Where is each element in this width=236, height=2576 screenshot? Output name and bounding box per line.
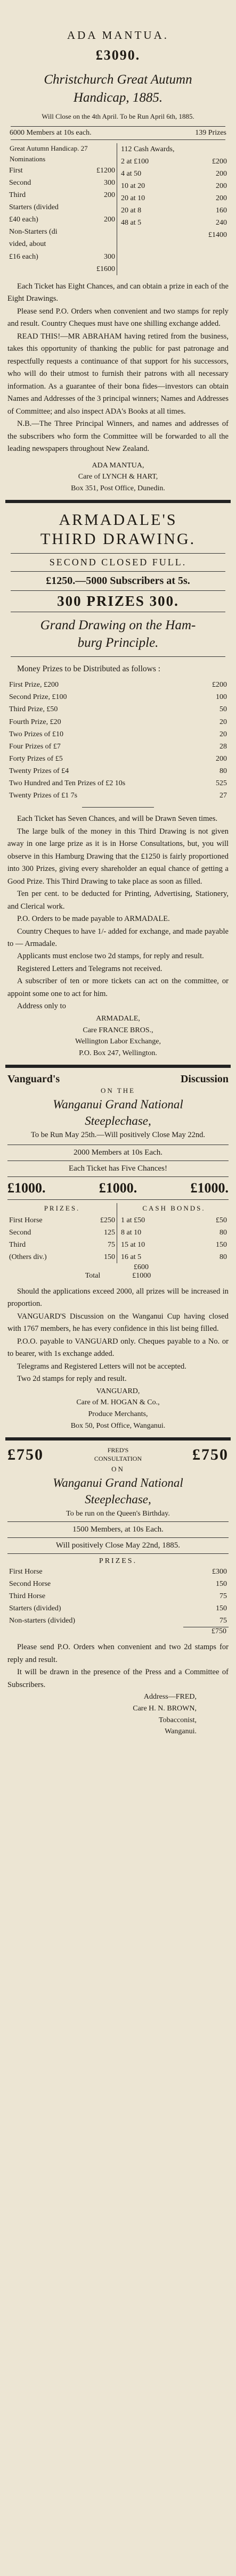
armadale-para-8: A subscriber of ten or more tickets can act on the committee, or appoint some one to act for him. <box>7 977 229 998</box>
armadale-prize-row <box>7 765 229 777</box>
armadale-status: SECOND CLOSED FULL. <box>49 556 187 567</box>
ada-left-row-value: £1200 <box>96 166 115 175</box>
vanguard-prize-row-value: £250 <box>100 1216 115 1224</box>
vanguard-banner <box>7 1180 229 1196</box>
armadale-prize-row-label: Forty Prizes of £5 <box>9 754 63 763</box>
ada-left-row-value: 200 <box>104 216 115 224</box>
ada-event-line1: Christchurch Great Autumn <box>44 72 192 87</box>
armadale-prize-row <box>7 703 229 715</box>
vanguard-sig-trade: Produce Merchants, <box>88 1410 148 1419</box>
fred-prize-row <box>7 1615 229 1627</box>
ada-left-row-value <box>85 226 117 238</box>
ada-right-row-label: 20 at 10 <box>121 194 145 203</box>
fred-prize-row-value: 150 <box>216 1604 227 1613</box>
ada-right-row-value: 240 <box>216 219 227 227</box>
ada-sig-name: ADA MANTUA, <box>92 461 144 470</box>
armadale-prize-row <box>7 691 229 703</box>
ada-dates: Will Close on the 4th April. To be Run April 6th, 1885. <box>42 112 194 120</box>
armadale-prize-row-value: 20 <box>219 718 227 726</box>
fred-title <box>94 1446 142 1463</box>
ada-left-row-value: 300 <box>104 179 115 187</box>
ada-left-row-label: First <box>9 166 23 175</box>
armadale-subscribers: £1250.—5000 Subscribers at 5s. <box>46 574 190 587</box>
vanguard-sig-address: Box 50, Post Office, Wanganui. <box>70 1421 166 1430</box>
armadale-prize-row <box>7 789 229 802</box>
vanguard-title-kind: Discussion <box>180 1073 229 1085</box>
vanguard-para-2: VANGUARD'S Discussion on the Wanganui Cup having closed with 1767 members, he has every confidence in this list being filled. <box>7 1312 229 1334</box>
fred-prize-row <box>7 1566 229 1578</box>
armadale-prize-row-label: Twenty Prizes of £4 <box>9 767 69 775</box>
armadale-event-line1: Grand Drawing on the Ham- <box>40 618 196 632</box>
fred-header <box>7 1446 229 1464</box>
vanguard-cash-table <box>119 1214 229 1263</box>
ada-left-row-label: vided, about <box>9 240 46 249</box>
fred-sig-name: Address—FRED, <box>143 1693 197 1701</box>
ada-left-row <box>7 251 117 263</box>
ada-right-row-label: 48 at 5 <box>121 219 142 227</box>
fred-prize-row <box>7 1578 229 1590</box>
ada-right-row-label: 10 at 20 <box>121 182 145 190</box>
vanguard-subtotal: £600 <box>134 1263 149 1271</box>
ada-right-row-label <box>119 229 198 241</box>
ada-grid-header: Great Autumn Handicap. 27 Nominations <box>10 144 88 163</box>
armadale-prize-row <box>7 679 229 691</box>
vanguard-prize-row <box>7 1251 117 1263</box>
armadale-subtitle: THIRD DRAWING. <box>40 530 196 548</box>
ada-mantua-ad <box>2 7 234 500</box>
vanguard-total-row <box>7 1272 229 1280</box>
armadale-prize-row-value: 50 <box>219 705 227 714</box>
vanguard-cash-row <box>119 1227 229 1239</box>
armadale-prize-row-value: £200 <box>212 681 227 689</box>
ada-right-row-value: 200 <box>216 182 227 190</box>
ada-prize-grid <box>7 143 229 275</box>
armadale-prize-row-label: Second Prize, £100 <box>9 693 67 702</box>
fred-title-kind: CONSULTATION <box>94 1454 142 1462</box>
ada-left-table <box>7 164 117 275</box>
vanguard-total-label: Total <box>85 1271 101 1280</box>
vanguard-prize-grid <box>7 1203 229 1263</box>
ada-event-line2: Handicap, 1885. <box>73 90 163 105</box>
armadale-prize-row-label: First Prize, £200 <box>9 681 59 689</box>
vanguard-cash-row-value: 80 <box>219 1253 227 1261</box>
vanguard-ad <box>2 1068 234 1437</box>
ada-right-row <box>119 143 229 155</box>
vanguard-prize-row-label: Third <box>9 1240 26 1249</box>
armadale-prize-row-value: 20 <box>219 730 227 738</box>
ada-left-row <box>7 189 117 201</box>
ada-left-row-label: Third <box>9 191 26 200</box>
vanguard-prize-row-value: 75 <box>108 1240 115 1249</box>
armadale-prize-row-label: Four Prizes of £7 <box>9 742 61 751</box>
fred-para-1: Please send P.O. Orders when convenient and two 2d stamps for reply and result. <box>7 1643 229 1664</box>
armadale-prize-row-label: Fourth Prize, £20 <box>9 718 61 726</box>
fred-prize-row-value: 150 <box>216 1579 227 1588</box>
ada-right-row-value: £1400 <box>208 231 227 240</box>
ada-para-2: Please send P.O. Orders when convenient and two stamps for reply and result. Country Cheques must have one shilling exchange added. <box>7 307 229 328</box>
vanguard-prize-row-label: Second <box>9 1228 31 1237</box>
fred-prize-row-label: Third Horse <box>9 1592 46 1600</box>
armadale-event-line2: burg Principle. <box>77 636 159 651</box>
armadale-title: ARMADALE'S <box>59 511 177 529</box>
armadale-para-6: Applicants must enclose two 2d stamps, for reply and result. <box>17 952 204 961</box>
ada-left-row <box>7 263 117 275</box>
ada-para-3: READ THIS!—MR ABRAHAM having retired from the business, takes this opportunity of thanking the public for past patronage and respectfully requests a continuance of that support for his successors, who will do their utmost to furnish their patrons with all necessary information. As a guarantee of their bona fides—investors can obtain Names and Addresses of the 3 principal winners; Names and Addresses of Committee; and also inspect ADA's Books at all times. <box>7 332 229 416</box>
vanguard-cash-row-label: 15 at 10 <box>121 1240 145 1249</box>
fred-sig-trade: Tobacconist, <box>159 1716 197 1724</box>
fred-sig-town: Wanganui. <box>165 1727 197 1736</box>
vanguard-banner-2: £1000. <box>99 1180 137 1196</box>
armadale-para-1: Each Ticket has Seven Chances, and will be Drawn Seven times. <box>17 814 218 824</box>
ada-right-row-label: 4 at 50 <box>121 169 142 178</box>
armadale-prize-row-value: 100 <box>216 693 227 702</box>
vanguard-prize-row-value: 125 <box>104 1228 115 1237</box>
newspaper-column <box>2 0 234 1743</box>
vanguard-cash-row-label: 8 at 10 <box>121 1228 142 1237</box>
ada-sig-address: Box 351, Post Office, Dunedin. <box>71 484 165 492</box>
armadale-para-4: P.O. Orders to be made payable to ARMADALE. <box>17 915 170 924</box>
vanguard-prize-row <box>7 1227 117 1239</box>
armadale-para-5: Country Cheques to have 1/- added for exchange, and made payable to — Armadale. <box>7 927 229 948</box>
fred-amount-right: £750 <box>192 1445 229 1463</box>
fred-prizes-head: PRIZES. <box>99 1557 137 1565</box>
ada-para-1: Each Ticket has Eight Chances, and can obtain a prize in each of the Eight Drawings. <box>7 282 229 303</box>
vanguard-para-4: Telegrams and Registered Letters will not be accepted. <box>17 1362 186 1371</box>
vanguard-total: £1000 <box>132 1271 151 1280</box>
ada-right-row <box>119 204 229 217</box>
ada-left-row <box>7 201 117 213</box>
fred-prize-row-value: £300 <box>212 1567 227 1576</box>
ada-right-row <box>119 229 229 241</box>
vanguard-sig-name: VANGUARD, <box>96 1387 140 1395</box>
fred-signature <box>7 1691 229 1738</box>
vanguard-title <box>7 1073 229 1085</box>
armadale-intro: Money Prizes to be Distributed as follows : <box>17 664 161 674</box>
vanguard-cash-row <box>119 1251 229 1263</box>
ada-right-row <box>119 217 229 229</box>
armadale-prize-row <box>7 728 229 740</box>
ada-right-row-value: £200 <box>212 157 227 166</box>
fred-run-date: To be run on the Queen's Birthday. <box>66 1509 170 1518</box>
armadale-sig-address: P.O. Box 247, Wellington. <box>79 1049 157 1057</box>
fred-event-line2: Steeplechase, <box>85 1492 151 1506</box>
armadale-para-9: Address only to <box>17 1002 66 1011</box>
armadale-para-2: The large bulk of the money in this Third Drawing is not given away in one large prize as it is in Horse Consultations, but, you will observe in this Hamburg Drawing that the £1250 is fairly proportioned into 300 Prizes, giving every shareholder an equal chance of getting a Good Prize. This Third Drawing to take place as soon as filled. <box>7 827 229 886</box>
ada-left-row <box>7 213 117 226</box>
vanguard-cash-row-label: 16 at 5 <box>121 1253 142 1261</box>
ada-right-row-value: 200 <box>216 194 227 203</box>
vanguard-prize-row-value: 150 <box>104 1253 115 1261</box>
armadale-sig-name: ARMADALE, <box>96 1014 140 1023</box>
armadale-signature <box>7 1013 229 1059</box>
vanguard-prize-row-label: (Others div.) <box>9 1253 47 1261</box>
ada-right-row-label: 112 Cash Awards, <box>121 145 175 153</box>
vanguard-prize-row-label: First Horse <box>9 1216 43 1224</box>
ada-sig-care: Care of LYNCH & HART, <box>78 473 158 481</box>
armadale-prize-row <box>7 777 229 789</box>
ada-price: £3090. <box>95 47 141 63</box>
vanguard-banner-1: £1000. <box>7 1180 46 1196</box>
ada-left-row-label: £40 each) <box>9 216 38 224</box>
vanguard-cash-row <box>119 1239 229 1251</box>
armadale-prize-row-value: 200 <box>216 754 227 763</box>
ada-members-row <box>7 127 229 139</box>
vanguard-prize-row <box>7 1239 117 1251</box>
ada-left-row-value: 300 <box>104 252 115 261</box>
fred-amount-left: £750 <box>7 1445 44 1463</box>
vanguard-banner-3: £1000. <box>190 1180 229 1196</box>
fred-ad <box>2 1441 234 1743</box>
ada-left-row-label <box>7 263 85 275</box>
fred-prize-row <box>7 1590 229 1602</box>
ada-left-row-label: £16 each) <box>9 252 38 261</box>
fred-prize-row-value: 75 <box>219 1617 227 1625</box>
armadale-prize-row-label: Third Prize, £50 <box>9 705 58 714</box>
vanguard-cash-row-label: 1 at £50 <box>121 1216 145 1224</box>
ada-left-row-label: Non-Starters (di <box>9 228 58 236</box>
fred-prize-row-label: Non-starters (divided) <box>9 1617 76 1625</box>
fred-prize-row-value: 75 <box>219 1592 227 1600</box>
fred-close: Will positively Close May 22nd, 1885. <box>55 1541 181 1550</box>
fred-prize-row-label: Second Horse <box>9 1579 51 1588</box>
fred-prize-row <box>7 1602 229 1615</box>
armadale-para-3: Ten per cent. to be deducted for Printing, Advertising, Stationery, and Clerical work. <box>7 890 229 911</box>
armadale-prize-row-label: Two Prizes of £10 <box>9 730 64 738</box>
vanguard-event-line2: Steeplechase, <box>85 1114 151 1127</box>
ada-right-row <box>119 192 229 204</box>
vanguard-sig-care: Care of M. HOGAN & Co., <box>76 1398 160 1407</box>
armadale-prize-row <box>7 753 229 765</box>
fred-prize-table <box>7 1566 229 1627</box>
ada-right-row <box>119 155 229 168</box>
ada-left-row <box>7 177 117 189</box>
vanguard-cash-row <box>119 1214 229 1227</box>
ada-left-row-label: Second <box>9 179 31 187</box>
vanguard-para-3: P.O.O. payable to VANGUARD only. Cheques payable to a No. or to bearer, with 1s exchange added. <box>7 1337 229 1359</box>
vanguard-prize-row <box>7 1214 117 1227</box>
vanguard-on-the: ON THE <box>100 1086 136 1094</box>
armadale-prize-banner: 300 PRIZES 300. <box>57 592 179 609</box>
vanguard-chances: Each Ticket has Five Chances! <box>69 1164 167 1173</box>
ada-left-row <box>7 164 117 177</box>
ada-left-row-value: £1600 <box>96 265 115 273</box>
ada-left-row-value: 200 <box>104 191 115 200</box>
vanguard-event-line1: Wanganui Grand National <box>53 1097 183 1111</box>
vanguard-cash-row-value: 80 <box>219 1228 227 1237</box>
vanguard-prizes-table <box>7 1214 117 1263</box>
ada-left-row-value <box>85 238 117 250</box>
fred-sig-care: Care H. N. BROWN, <box>133 1704 197 1713</box>
armadale-prize-row-label: Twenty Prizes of £1 7s <box>9 792 78 800</box>
fred-on: ON <box>111 1464 125 1473</box>
armadale-prize-row-label: Two Hundred and Ten Prizes of £2 10s <box>9 779 126 787</box>
ada-left-row <box>7 226 117 238</box>
ada-right-row <box>119 168 229 180</box>
armadale-prize-row-value: 525 <box>216 779 227 787</box>
fred-prize-row-label: Starters (divided) <box>9 1604 61 1613</box>
vanguard-cash-row-value: 150 <box>216 1240 227 1249</box>
fred-para-2: It will be drawn in the presence of the Press and a Committee of Subscribers. <box>7 1668 229 1689</box>
armadale-sig-care: Care FRANCE BROS., <box>83 1026 153 1034</box>
armadale-prize-row-value: 27 <box>219 792 227 800</box>
ada-right-row-value: 200 <box>216 169 227 178</box>
vanguard-title-name: Vanguard's <box>7 1073 60 1085</box>
fred-prize-row-label: First Horse <box>9 1567 43 1576</box>
ada-members: 6000 Members at 10s each. <box>10 128 92 137</box>
ada-right-table <box>119 143 229 242</box>
ada-right-row-value <box>198 143 229 155</box>
ada-prize-count: 139 Prizes <box>195 128 226 137</box>
vanguard-para-1: Should the applications exceed 2000, all prizes will be increased in proportion. <box>7 1287 229 1308</box>
ada-para-4: N.B.—The Three Principal Winners, and names and addresses of the subscribers who form the Committee will be forwarded to all the leading newspapers throughout New Zealand. <box>7 419 229 454</box>
ada-left-row-value <box>85 201 117 213</box>
armadale-prize-row <box>7 740 229 753</box>
vanguard-cash-row-value: £50 <box>216 1216 227 1224</box>
vanguard-para-5: Two 2d stamps for reply and result. <box>17 1375 127 1384</box>
ada-left-row <box>7 238 117 250</box>
armadale-para-7: Registered Letters and Telegrams not received. <box>17 964 162 973</box>
armadale-sig-exchange: Wellington Labor Exchange, <box>75 1038 161 1046</box>
ada-right-row-label: 20 at 8 <box>121 207 142 215</box>
ada-right-row-value: 160 <box>216 207 227 215</box>
ada-right-row-label: 2 at £100 <box>121 157 149 166</box>
vanguard-cash-head: CASH BONDS. <box>142 1204 206 1213</box>
vanguard-members: 2000 Members at 10s Each. <box>73 1148 163 1157</box>
fred-total: £750 <box>183 1627 229 1636</box>
fred-title-name: FRED'S <box>107 1446 129 1454</box>
armadale-prize-row-value: 28 <box>219 742 227 751</box>
vanguard-run-date: To be Run May 25th.—Will positively Close May 22nd. <box>30 1130 206 1139</box>
ada-right-row <box>119 180 229 192</box>
armadale-prize-table <box>7 679 229 802</box>
fred-event-line1: Wanganui Grand National <box>53 1476 183 1489</box>
ada-left-row-label: Starters (divided <box>9 203 59 212</box>
vanguard-prizes-head: PRIZES. <box>44 1204 80 1213</box>
ada-signature <box>7 460 229 495</box>
ada-title: ADA MANTUA. <box>67 29 169 42</box>
armadale-ad <box>2 503 234 1065</box>
armadale-prize-row <box>7 716 229 728</box>
vanguard-signature <box>7 1386 229 1432</box>
fred-members: 1500 Members, at 10s Each. <box>72 1525 164 1534</box>
armadale-prize-row-value: 80 <box>219 767 227 775</box>
